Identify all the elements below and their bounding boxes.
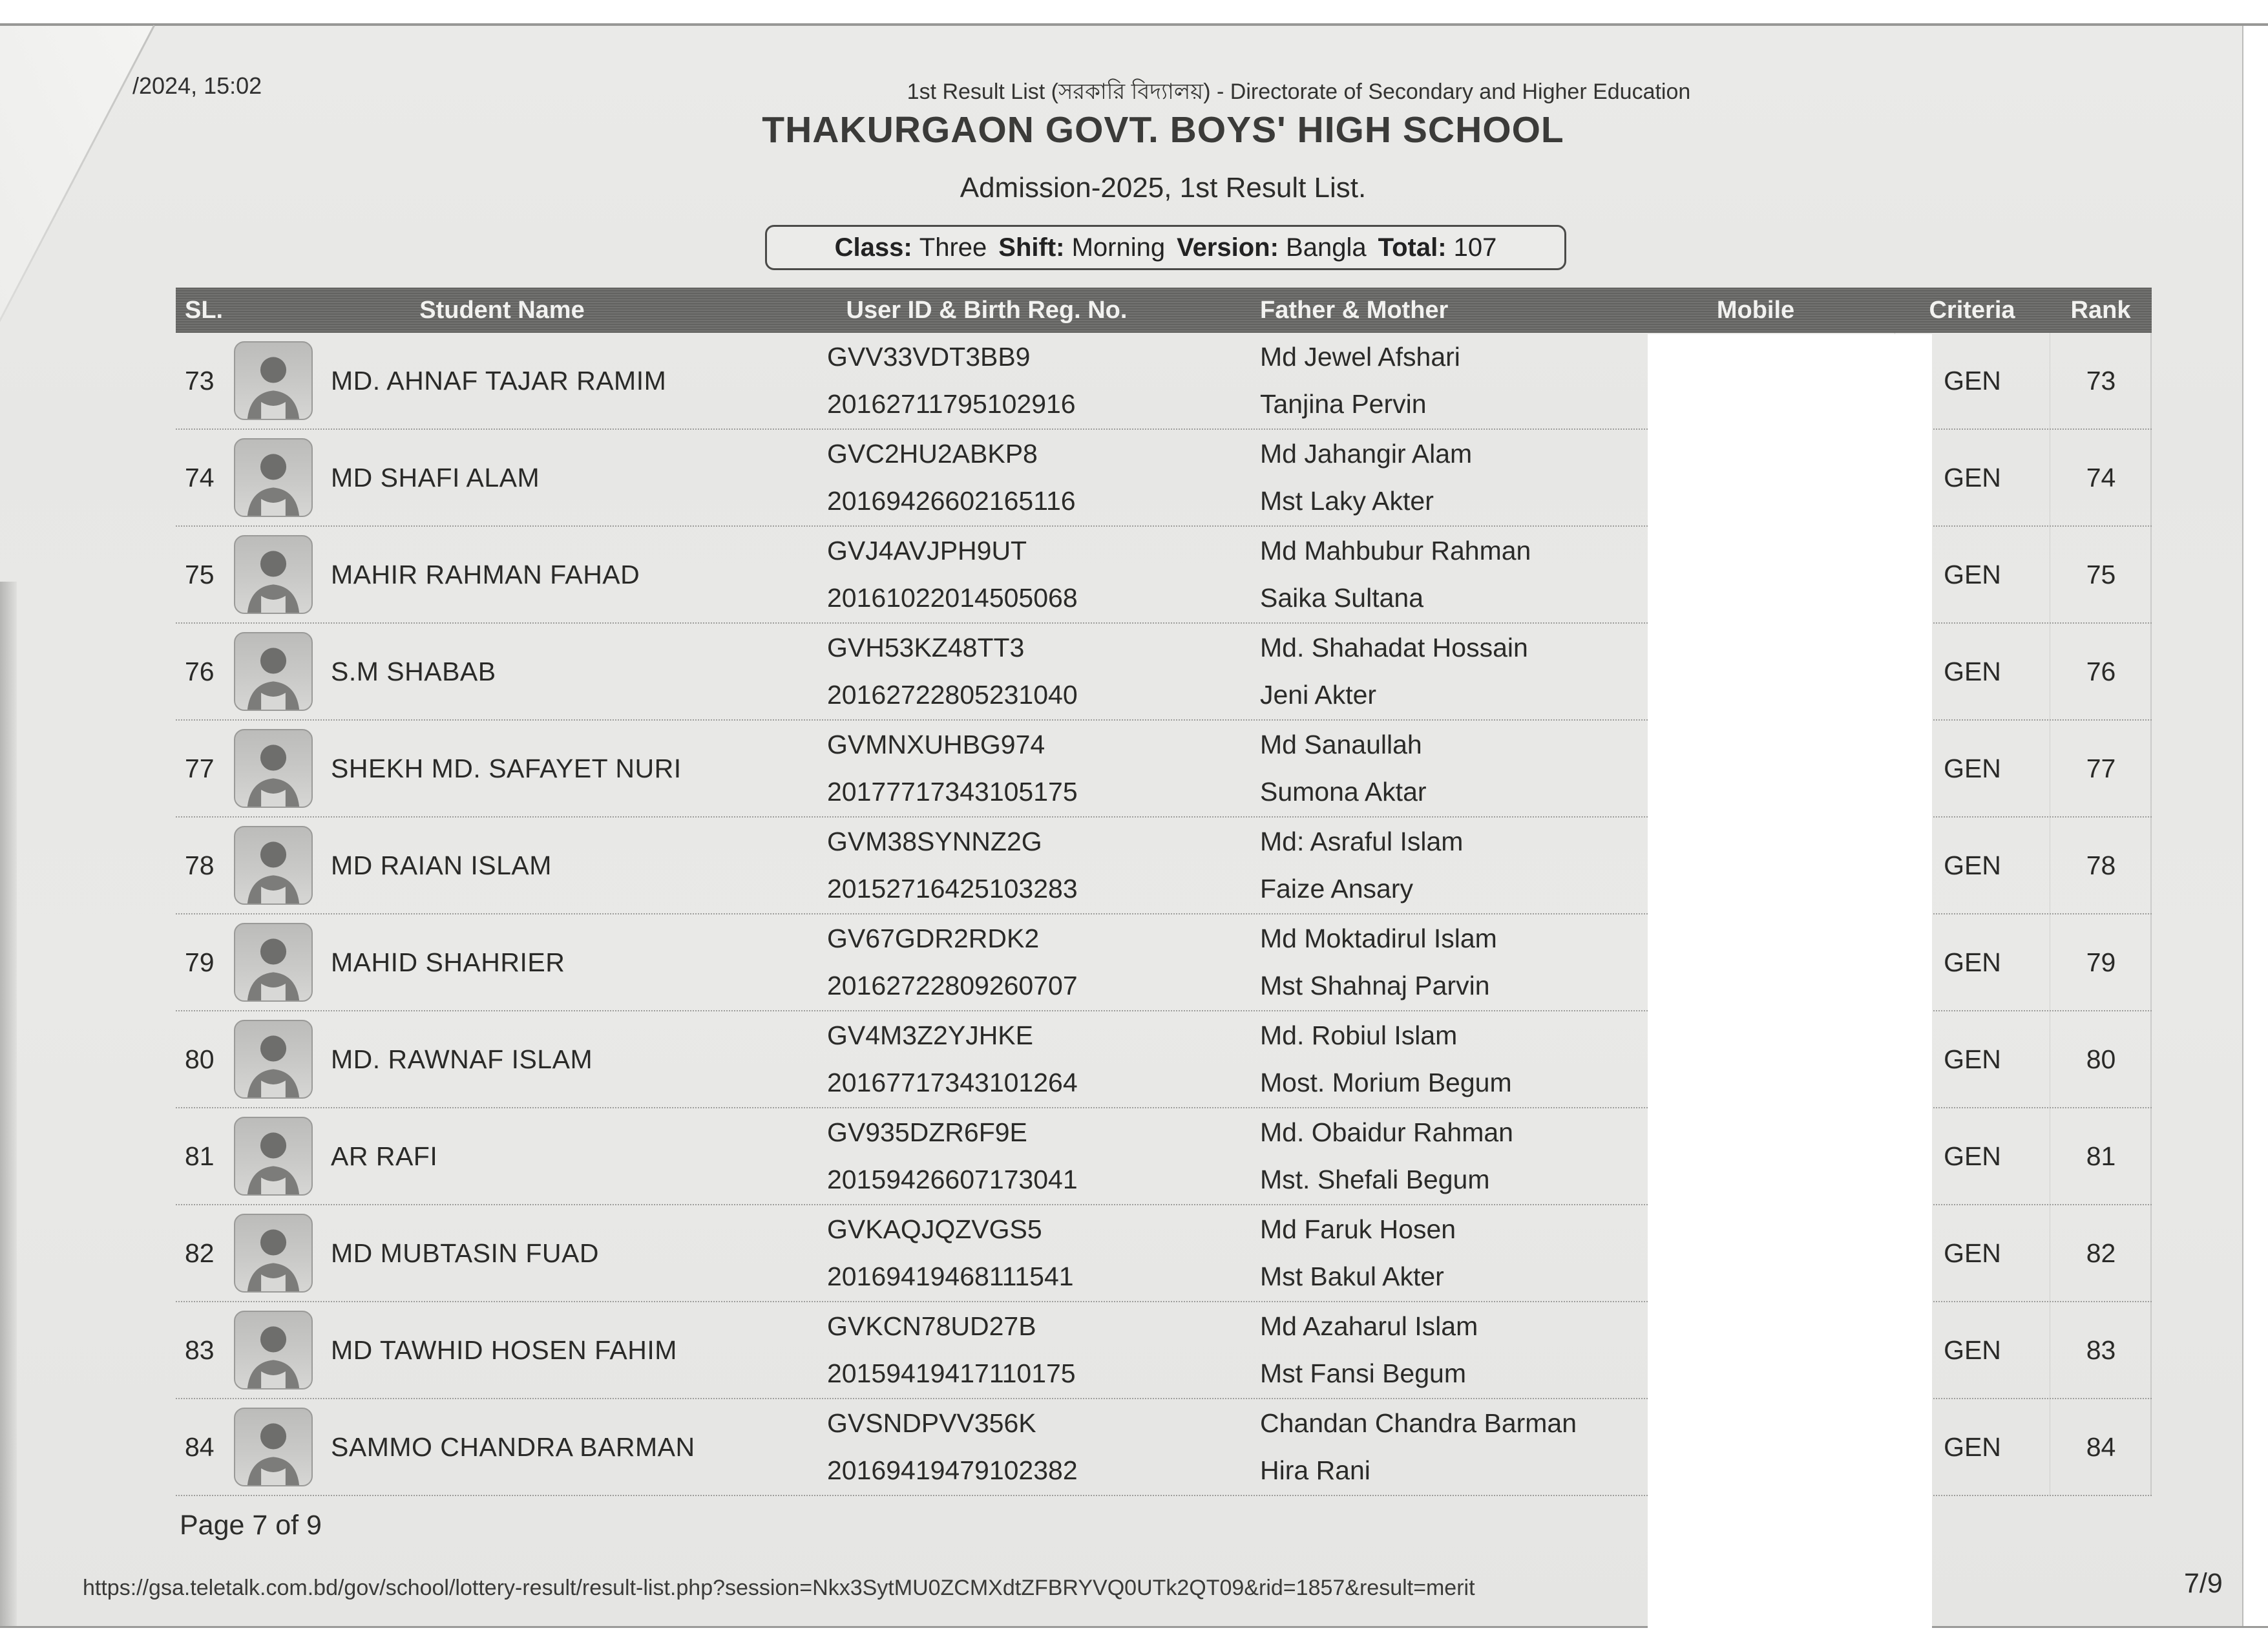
father-mother-cell	[1203, 430, 1617, 525]
rank-cell	[2050, 624, 2152, 719]
criteria-value: GEN	[1944, 462, 2001, 492]
source-url: https://gsa.teletalk.com.bd/gov/school/lottery-result/result-list.php?session=Nkx3SytMU0ZCMXdtZFBRYVQ0UTk2QT09&rid=1857&result=merit	[83, 1576, 1475, 1600]
mother-name: Hira Rani	[1260, 1455, 1370, 1485]
student-name-cell	[331, 818, 770, 913]
user-id: GVV33VDT3BB9	[827, 342, 1031, 372]
rank-cell	[2050, 1205, 2152, 1301]
sl-number: 76	[185, 656, 215, 686]
student-name-cell	[331, 527, 770, 622]
column-header: Father & Mother	[1260, 296, 1449, 324]
userid-birthreg-cell	[770, 1108, 1203, 1204]
rank-value: 83	[2086, 1335, 2116, 1365]
birth-reg-no: 20159426607173041	[827, 1165, 1078, 1194]
mother-name: Mst Bakul Akter	[1260, 1262, 1444, 1291]
userid-birthreg-cell	[770, 333, 1203, 428]
info-item: Total: 107	[1378, 233, 1497, 262]
mother-name: Mst Fansi Begum	[1260, 1358, 1466, 1388]
birth-reg-no: 20177717343105175	[827, 777, 1078, 807]
rank-value: 79	[2086, 947, 2116, 977]
father-name: Md Sanaullah	[1260, 730, 1422, 759]
column-header: SL.	[185, 296, 224, 324]
criteria-value: GEN	[1944, 1431, 2001, 1462]
criteria-value: GEN	[1944, 1141, 2001, 1171]
student-name-cell	[331, 333, 770, 428]
rank-value: 84	[2086, 1431, 2116, 1462]
student-name: MAHIR RAHMAN FAHAD	[331, 559, 640, 589]
student-name: SHEKH MD. SAFAYET NURI	[331, 753, 682, 783]
father-mother-cell	[1203, 1108, 1617, 1204]
student-name-cell	[331, 914, 770, 1010]
sl-number: 82	[185, 1238, 215, 1268]
column-header: Rank	[2070, 296, 2131, 324]
student-name-cell	[331, 1011, 770, 1107]
student-name: AR RAFI	[331, 1141, 438, 1171]
sl-number: 78	[185, 850, 215, 880]
birth-reg-no: 20162722809260707	[827, 971, 1078, 1000]
criteria-value: GEN	[1944, 1238, 2001, 1268]
sl-cell	[176, 430, 234, 525]
photo-cell	[234, 1399, 331, 1495]
student-name: MD RAIAN ISLAM	[331, 850, 552, 880]
avatar-silhouette	[235, 343, 311, 419]
sl-cell	[176, 1011, 234, 1107]
rank-cell	[2050, 721, 2152, 816]
father-name: Md Jahangir Alam	[1260, 439, 1473, 469]
father-mother-cell	[1203, 1205, 1617, 1301]
father-name: Md. Obaidur Rahman	[1260, 1117, 1513, 1147]
mother-name: Faize Ansary	[1260, 874, 1413, 903]
student-photo	[234, 341, 313, 420]
sl-cell	[176, 527, 234, 622]
userid-birthreg-cell	[770, 1011, 1203, 1107]
sl-cell	[176, 333, 234, 428]
avatar-silhouette	[235, 1312, 311, 1388]
birth-reg-no: 20167717343101264	[827, 1068, 1078, 1097]
sl-number: 75	[185, 559, 215, 589]
avatar-silhouette	[235, 439, 311, 516]
avatar-silhouette	[235, 1118, 311, 1194]
user-id: GVSNDPVV356K	[827, 1408, 1036, 1438]
user-id: GVJ4AVJPH9UT	[827, 536, 1027, 565]
student-name: MD SHAFI ALAM	[331, 462, 540, 492]
scan-left-edge	[0, 582, 17, 1626]
rank-value: 75	[2086, 559, 2116, 589]
sl-number: 84	[185, 1431, 215, 1462]
rank-cell	[2050, 527, 2152, 622]
student-photo	[234, 632, 313, 711]
criteria-value: GEN	[1944, 559, 2001, 589]
mother-name: Mst Laky Akter	[1260, 486, 1434, 516]
userid-birthreg-cell	[770, 430, 1203, 525]
mother-name: Sumona Aktar	[1260, 777, 1427, 807]
userid-birthreg-cell	[770, 527, 1203, 622]
rank-cell	[2050, 914, 2152, 1010]
scan-right-edge	[2242, 26, 2268, 1626]
student-photo	[234, 729, 313, 808]
photo-cell	[234, 914, 331, 1010]
photo-cell	[234, 721, 331, 816]
userid-birthreg-cell	[770, 721, 1203, 816]
birth-reg-no: 20159419417110175	[827, 1358, 1076, 1388]
sl-cell	[176, 1108, 234, 1204]
sl-cell	[176, 1399, 234, 1495]
photo-cell	[234, 1205, 331, 1301]
father-name: Md. Robiul Islam	[1260, 1020, 1458, 1050]
student-name-cell	[331, 1108, 770, 1204]
result-list-subtitle: Admission-2025, 1st Result List.	[960, 172, 1367, 204]
father-name: Md Moktadirul Islam	[1260, 924, 1497, 953]
info-item: Class: Three	[834, 233, 987, 262]
photo-cell	[234, 1302, 331, 1398]
criteria-value: GEN	[1944, 947, 2001, 977]
student-name: MD MUBTASIN FUAD	[331, 1238, 599, 1268]
avatar-silhouette	[235, 924, 311, 1000]
criteria-value: GEN	[1944, 656, 2001, 686]
rank-value: 77	[2086, 753, 2116, 783]
user-id: GVC2HU2ABKP8	[827, 439, 1038, 469]
criteria-value: GEN	[1944, 365, 2001, 396]
student-photo	[234, 438, 313, 517]
photo-cell	[234, 1108, 331, 1204]
student-photo	[234, 535, 313, 614]
sl-number: 80	[185, 1044, 215, 1074]
printed-datetime: /2024, 15:02	[132, 72, 262, 99]
student-photo	[234, 1408, 313, 1486]
rank-cell	[2050, 818, 2152, 913]
father-mother-cell	[1203, 333, 1617, 428]
photo-cell	[234, 527, 331, 622]
sheet-number: 7/9	[2184, 1568, 2223, 1599]
mother-name: Tanjina Pervin	[1260, 389, 1427, 419]
table-header-row	[176, 288, 2152, 333]
student-photo	[234, 1020, 313, 1099]
student-name: S.M SHABAB	[331, 656, 496, 686]
rank-cell	[2050, 430, 2152, 525]
sl-number: 74	[185, 462, 215, 492]
user-id: GVKAQJQZVGS5	[827, 1214, 1042, 1244]
page-number-note: Page 7 of 9	[180, 1510, 322, 1541]
sl-cell	[176, 818, 234, 913]
sl-number: 73	[185, 365, 215, 396]
father-name: Md Azaharul Islam	[1260, 1311, 1478, 1341]
photo-cell	[234, 818, 331, 913]
sl-cell	[176, 914, 234, 1010]
student-name-cell	[331, 624, 770, 719]
father-name: Md Jewel Afshari	[1260, 342, 1460, 372]
student-photo	[234, 1214, 313, 1293]
rank-value: 81	[2086, 1141, 2116, 1171]
father-name: Md: Asraful Islam	[1260, 827, 1464, 856]
rank-cell	[2050, 1108, 2152, 1204]
student-name-cell	[331, 721, 770, 816]
father-mother-cell	[1203, 624, 1617, 719]
user-id: GV4M3Z2YJHKE	[827, 1020, 1033, 1050]
father-name: Chandan Chandra Barman	[1260, 1408, 1577, 1438]
user-id: GVM38SYNNZ2G	[827, 827, 1042, 856]
avatar-silhouette	[235, 633, 311, 710]
student-name: MAHID SHAHRIER	[331, 947, 565, 977]
user-id: GV935DZR6F9E	[827, 1117, 1027, 1147]
userid-birthreg-cell	[770, 1205, 1203, 1301]
birth-reg-no: 20169419468111541	[827, 1262, 1074, 1291]
sl-number: 77	[185, 753, 215, 783]
mother-name: Jeni Akter	[1260, 680, 1377, 710]
birth-reg-no: 20152716425103283	[827, 874, 1078, 903]
userid-birthreg-cell	[770, 818, 1203, 913]
student-photo	[234, 826, 313, 905]
sl-cell	[176, 1302, 234, 1398]
sl-number: 79	[185, 947, 215, 977]
mother-name: Mst Shahnaj Parvin	[1260, 971, 1490, 1000]
criteria-value: GEN	[1944, 850, 2001, 880]
sl-number: 81	[185, 1141, 215, 1171]
rank-cell	[2050, 333, 2152, 428]
column-header: User ID & Birth Reg. No.	[846, 296, 1128, 324]
column-header: Student Name	[419, 296, 585, 324]
student-name: MD. RAWNAF ISLAM	[331, 1044, 593, 1074]
mobile-column-redaction	[1648, 334, 1932, 1646]
rank-cell	[2050, 1011, 2152, 1107]
student-name-cell	[331, 430, 770, 525]
avatar-silhouette	[235, 1215, 311, 1291]
father-name: Md. Shahadat Hossain	[1260, 633, 1528, 662]
criteria-value: GEN	[1944, 1335, 2001, 1365]
avatar-silhouette	[235, 536, 311, 613]
photo-cell	[234, 333, 331, 428]
rank-value: 74	[2086, 462, 2116, 492]
father-mother-cell	[1203, 1399, 1617, 1495]
student-photo	[234, 1117, 313, 1196]
father-mother-cell	[1203, 1011, 1617, 1107]
photo-cell	[234, 624, 331, 719]
photo-cell	[234, 1011, 331, 1107]
mother-name: Most. Morium Begum	[1260, 1068, 1512, 1097]
user-id: GVKCN78UD27B	[827, 1311, 1036, 1341]
document-title: 1st Result List (সরকারি বিদ্যালয়) - Directorate of Secondary and Higher Education	[907, 79, 1691, 104]
student-photo	[234, 1311, 313, 1389]
student-name-cell	[331, 1399, 770, 1495]
avatar-silhouette	[235, 827, 311, 903]
column-header: Mobile	[1716, 296, 1795, 324]
father-mother-cell	[1203, 721, 1617, 816]
photo-cell	[234, 430, 331, 525]
rank-value: 76	[2086, 656, 2116, 686]
info-item: Version: Bangla	[1177, 233, 1367, 262]
father-mother-cell	[1203, 914, 1617, 1010]
user-id: GV67GDR2RDK2	[827, 924, 1040, 953]
info-item: Shift: Morning	[998, 233, 1166, 262]
rank-value: 80	[2086, 1044, 2116, 1074]
user-id: GVH53KZ48TT3	[827, 633, 1025, 662]
userid-birthreg-cell	[770, 624, 1203, 719]
sl-cell	[176, 624, 234, 719]
rank-value: 73	[2086, 365, 2116, 396]
birth-reg-no: 20169419479102382	[827, 1455, 1078, 1485]
criteria-value: GEN	[1944, 753, 2001, 783]
student-name: SAMMO CHANDRA BARMAN	[331, 1431, 695, 1462]
criteria-value: GEN	[1944, 1044, 2001, 1074]
student-name: MD TAWHID HOSEN FAHIM	[331, 1335, 677, 1365]
avatar-silhouette	[235, 1021, 311, 1097]
mother-name: Mst. Shefali Begum	[1260, 1165, 1490, 1194]
avatar-silhouette	[235, 730, 311, 807]
father-mother-cell	[1203, 818, 1617, 913]
avatar-silhouette	[235, 1409, 311, 1485]
sl-number: 83	[185, 1335, 215, 1365]
userid-birthreg-cell	[770, 1399, 1203, 1495]
rank-value: 78	[2086, 850, 2116, 880]
sl-cell	[176, 721, 234, 816]
userid-birthreg-cell	[770, 1302, 1203, 1398]
school-name: THAKURGAON GOVT. BOYS' HIGH SCHOOL	[762, 109, 1564, 151]
birth-reg-no: 20162722805231040	[827, 680, 1078, 710]
rank-cell	[2050, 1399, 2152, 1495]
mother-name: Saika Sultana	[1260, 583, 1424, 613]
father-name: Md Faruk Hosen	[1260, 1214, 1456, 1244]
birth-reg-no: 20162711795102916	[827, 389, 1076, 419]
father-mother-cell	[1203, 527, 1617, 622]
scan-top-edge	[0, 0, 2268, 26]
user-id: GVMNXUHBG974	[827, 730, 1045, 759]
father-name: Md Mahbubur Rahman	[1260, 536, 1531, 565]
father-mother-cell	[1203, 1302, 1617, 1398]
rank-cell	[2050, 1302, 2152, 1398]
student-photo	[234, 923, 313, 1002]
student-name: MD. AHNAF TAJAR RAMIM	[331, 365, 667, 396]
rank-value: 82	[2086, 1238, 2116, 1268]
column-header: Criteria	[1929, 296, 2015, 324]
birth-reg-no: 20161022014505068	[827, 583, 1078, 613]
userid-birthreg-cell	[770, 914, 1203, 1010]
birth-reg-no: 20169426602165116	[827, 486, 1076, 516]
sl-cell	[176, 1205, 234, 1301]
class-info-box	[765, 225, 1566, 270]
student-name-cell	[331, 1205, 770, 1301]
student-name-cell	[331, 1302, 770, 1398]
